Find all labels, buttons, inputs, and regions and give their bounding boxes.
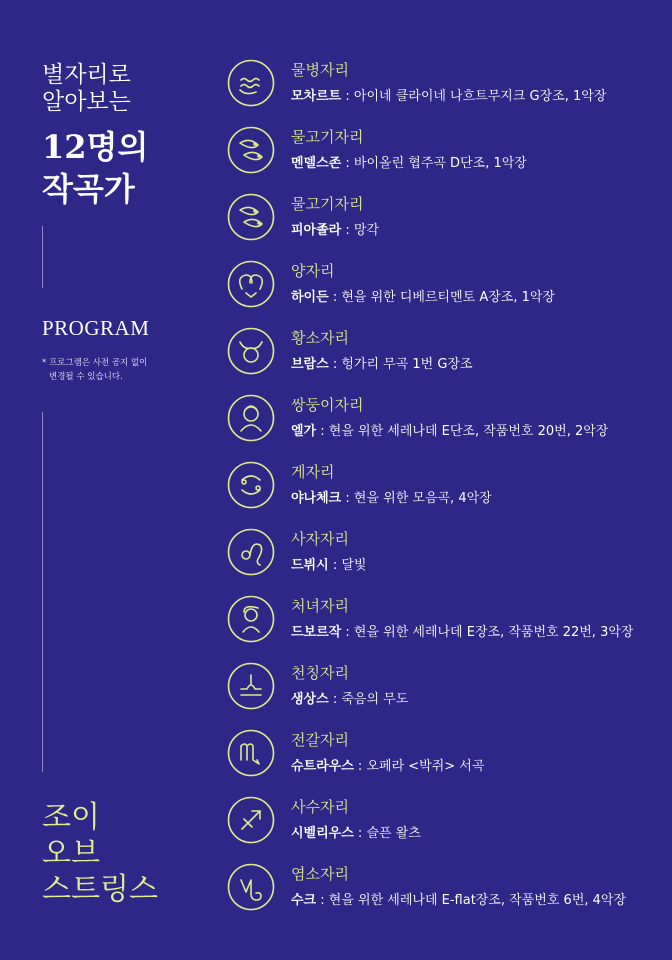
separator: : [341, 223, 354, 238]
work-title: 헝가리 무곡 1번 G장조 [341, 357, 473, 372]
work-title: 현을 위한 세레나데 E-flat장조, 작품번호 6번, 4악장 [328, 893, 627, 908]
zodiac-sign-label: 물병자리 [291, 61, 349, 79]
zodiac-sign-label: 게자리 [291, 463, 335, 481]
program-item [226, 393, 666, 449]
composer-name: 생상스 [291, 692, 329, 707]
separator: : [341, 491, 354, 506]
separator: : [316, 424, 329, 439]
work-title: 바이올린 협주곡 D단조, 1악장 [353, 156, 527, 171]
zodiac-sign-label: 전갈자리 [291, 731, 349, 749]
zodiac-sign-label: 물고기자리 [291, 128, 364, 146]
program-label: PROGRAM [42, 316, 150, 340]
program-description [291, 420, 608, 439]
composer-name: 모차르트 [291, 89, 342, 104]
cancer-icon [226, 460, 276, 510]
separator: : [328, 290, 342, 305]
work-title: 현을 위한 모음곡, 4악장 [353, 491, 492, 506]
work-title: 오페라 <박쥐> 서곡 [366, 759, 485, 774]
headline-line-2: 알아보는 [42, 89, 131, 115]
headline-intro [42, 62, 131, 116]
work-title: 슬픈 왈츠 [366, 826, 421, 841]
aries-icon [226, 259, 276, 309]
work-title: 현을 위한 세레나데 E단조, 작품번호 20번, 2악장 [328, 424, 609, 439]
separator: : [328, 692, 342, 707]
program-item [226, 862, 666, 918]
program-note-line-2: 변경될 수 있습니다. [49, 372, 123, 382]
libra-icon [226, 661, 276, 711]
separator: : [328, 558, 342, 573]
program-item [226, 728, 666, 784]
program-description [291, 85, 606, 104]
zodiac-sign-label: 황소자리 [291, 329, 349, 347]
composer-name: 피아졸라 [291, 223, 342, 238]
zodiac-sign-label: 천칭자리 [291, 664, 349, 682]
program-description [291, 889, 626, 908]
separator: : [353, 826, 367, 841]
headline-line-3: 12명의 [42, 128, 149, 166]
program-item [226, 326, 666, 382]
composer-name: 시벨리우스 [291, 826, 354, 841]
work-title: 아이네 클라이네 나흐트무지크 G장조, 1악장 [353, 89, 607, 104]
headline-title [42, 126, 148, 210]
program-item [226, 795, 666, 851]
taurus-icon [226, 326, 276, 376]
program-description [291, 688, 408, 707]
program-description [291, 755, 484, 774]
program-description [291, 353, 473, 372]
sagittarius-icon [226, 795, 276, 845]
divider-line-bottom [42, 412, 43, 772]
program-note-line-1: * 프로그램은 사전 공지 없이 [42, 358, 148, 368]
pisces-icon [226, 125, 276, 175]
program-description [291, 621, 633, 640]
separator: : [328, 357, 342, 372]
program-note [42, 356, 192, 384]
composer-name: 드뷔시 [291, 558, 329, 573]
brand-line-2: 오브 [42, 836, 100, 871]
headline-line-4: 작곡가 [42, 170, 135, 208]
leo-icon [226, 527, 276, 577]
separator: : [353, 759, 367, 774]
composer-name: 멘델스존 [291, 156, 342, 171]
program-item [226, 661, 666, 717]
work-title: 현을 위한 디베르티멘토 A장조, 1악장 [341, 290, 555, 305]
composer-name: 엘가 [291, 424, 317, 439]
work-title: 현을 위한 세레나데 E장조, 작품번호 22번, 3악장 [353, 625, 634, 640]
program-description [291, 822, 421, 841]
program-description [291, 219, 379, 238]
program-item [226, 259, 666, 315]
divider-line-top [42, 226, 43, 288]
left-panel [0, 0, 200, 960]
zodiac-sign-label: 사수자리 [291, 798, 349, 816]
program-description [291, 286, 555, 305]
composer-name: 슈트라우스 [291, 759, 354, 774]
program-item [226, 58, 666, 114]
composer-name: 수크 [291, 893, 317, 908]
gemini-icon [226, 393, 276, 443]
zodiac-sign-label: 양자리 [291, 262, 335, 280]
zodiac-sign-label: 사자자리 [291, 530, 349, 548]
scorpio-icon [226, 728, 276, 778]
aquarius-icon [226, 58, 276, 108]
capricorn-icon [226, 862, 276, 912]
work-title: 달빛 [341, 558, 367, 573]
zodiac-sign-label: 염소자리 [291, 865, 349, 883]
virgo-icon [226, 594, 276, 644]
zodiac-sign-label: 물고기자리 [291, 195, 364, 213]
program-item [226, 192, 666, 248]
program-item [226, 125, 666, 181]
program-description [291, 554, 366, 573]
composer-name: 야나체크 [291, 491, 342, 506]
separator: : [341, 156, 354, 171]
separator: : [316, 893, 329, 908]
zodiac-sign-label: 처녀자리 [291, 597, 349, 615]
pisces-icon [226, 192, 276, 242]
separator: : [341, 89, 354, 104]
program-item [226, 594, 666, 650]
brand-line-1: 조이 [42, 800, 100, 835]
program-item [226, 460, 666, 516]
program-item [226, 527, 666, 583]
composer-name: 드보르작 [291, 625, 342, 640]
work-title: 죽음의 무도 [341, 692, 409, 707]
work-title: 망각 [353, 223, 380, 238]
program-description [291, 152, 527, 171]
zodiac-sign-label: 쌍둥이자리 [291, 396, 364, 414]
separator: : [341, 625, 354, 640]
brand-line-3: 스트링스 [42, 872, 158, 907]
composer-name: 하이든 [291, 290, 329, 305]
program-description [291, 487, 492, 506]
composer-name: 브람스 [291, 357, 329, 372]
headline-line-1: 별자리로 [42, 62, 131, 88]
brand-title [42, 800, 158, 908]
